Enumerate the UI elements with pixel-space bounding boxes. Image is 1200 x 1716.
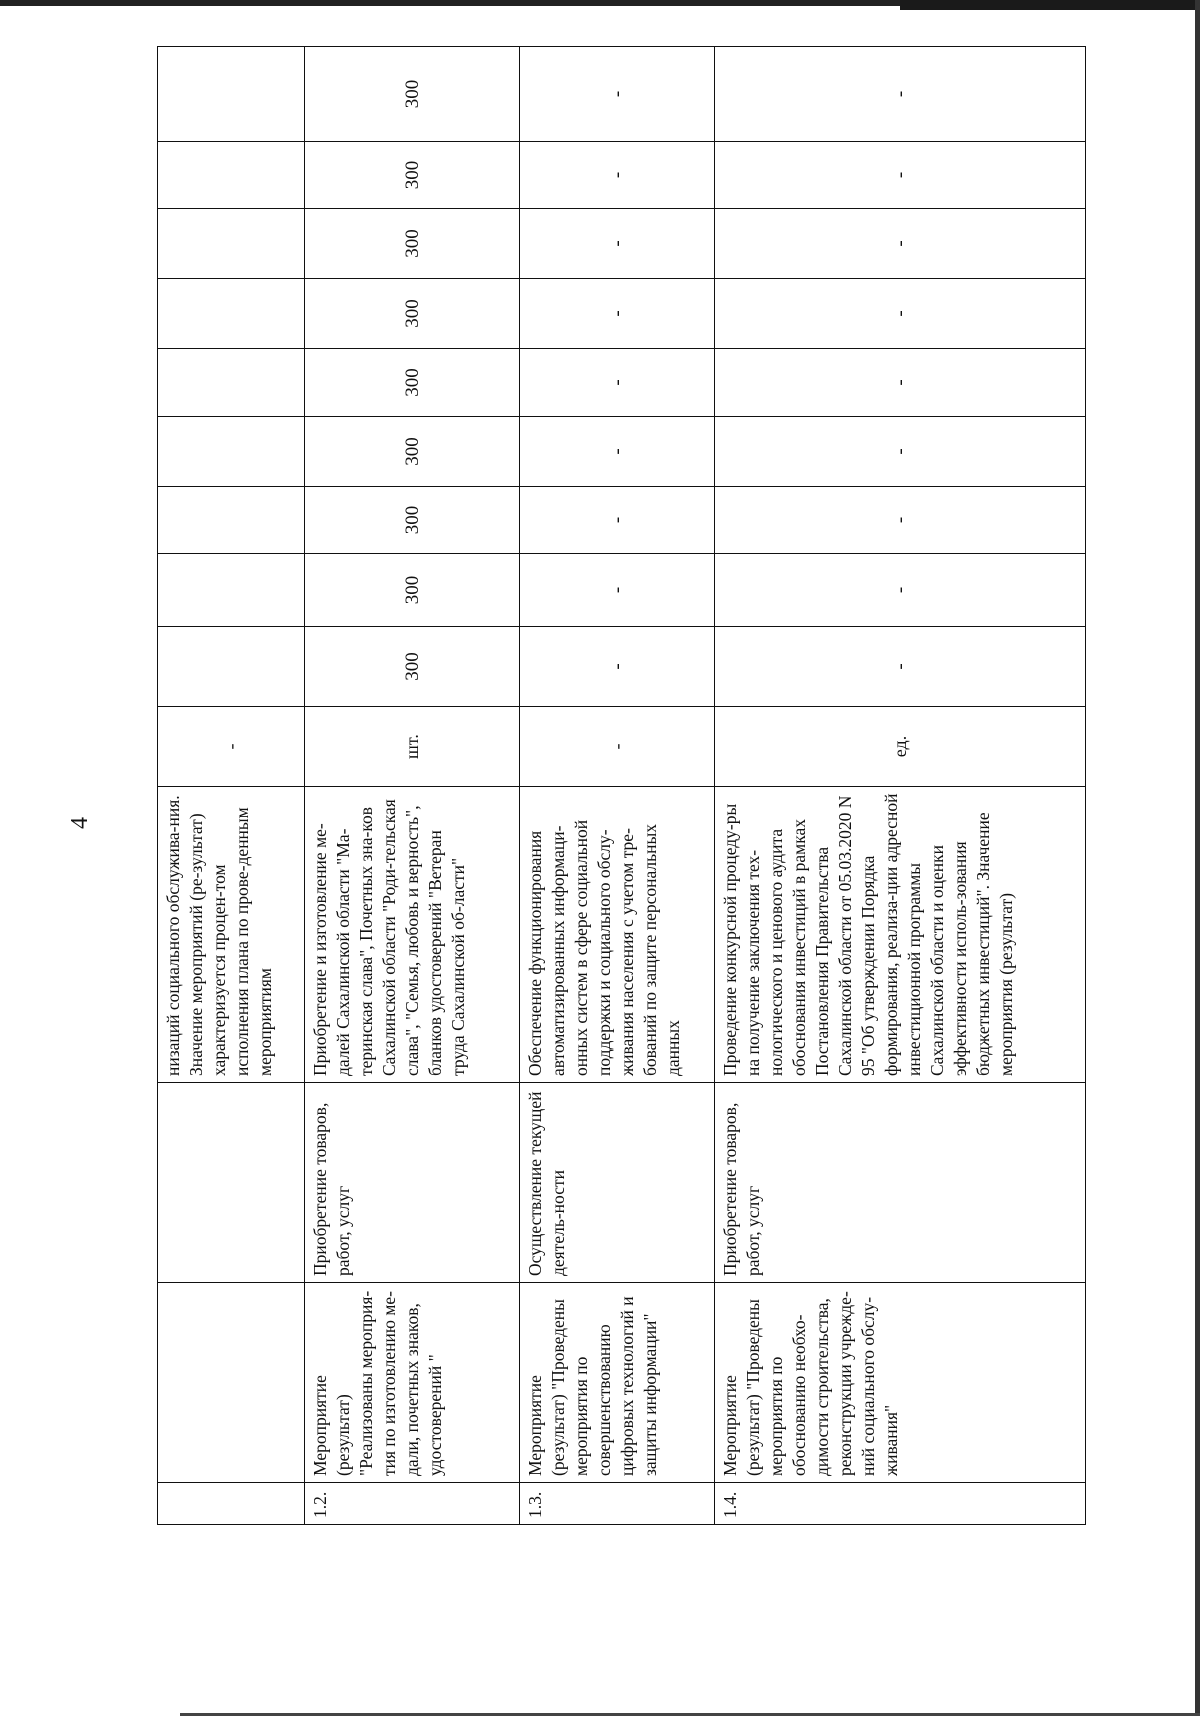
- value-cell: [158, 47, 305, 142]
- measure-type: [158, 1083, 305, 1283]
- value-cell: -: [715, 487, 1086, 554]
- row-number: 1.3.: [520, 1483, 715, 1525]
- value-cell: [158, 554, 305, 627]
- value-cell: 300: [305, 349, 520, 417]
- table-row: [158, 47, 305, 1525]
- value-cell: -: [715, 209, 1086, 279]
- value-cell: 300: [305, 417, 520, 487]
- value-cell: -: [715, 279, 1086, 349]
- page-number: 4: [67, 817, 93, 829]
- measure-description: Приобретение и изготовление ме-далей Сахалинской области "Ма-теринская слава", Почетных зна-ков Сахалинской области "Роди-тельская слава", "Семья, любовь и верность", бланков удостоверений "Ветеран труда Сахалинской об-ласти": [305, 787, 520, 1083]
- value-cell: 300: [305, 47, 520, 142]
- measure-name: [158, 1283, 305, 1483]
- value-cell: 300: [305, 627, 520, 707]
- measure-description: Проведение конкурсной процеду-ры на получение заключения тех-нологического и ценового аудита обоснования инвестиций в рамках Постановления Правительства Сахалинской области от 05.03.2020 N 95 "Об утверждении Порядка формирования, реализа-ции адресной инвестиционной программы Сахалинской области и оценки эффективности исполь-зования бюджетных инвестиций". Значение мероприятия (результат): [715, 787, 1086, 1083]
- value-cell: [158, 279, 305, 349]
- measure-description: Обеспечение функционирования автоматизированных информаци-онных систем в сфере социальной поддержки и социального обслу-живания населения с учетом тре-бований по защите персональных данных: [520, 787, 715, 1083]
- scan-edge-top-right: [900, 0, 1200, 10]
- table-row: [305, 47, 520, 1525]
- value-cell: -: [520, 554, 715, 627]
- table-row: [715, 47, 1086, 1525]
- measure-type: Приобретение товаров, работ, услуг: [715, 1083, 1086, 1283]
- value-cell: [158, 417, 305, 487]
- measure-name: Мероприятие (результат) "Реализованы мероприя-тия по изготовлению ме-дали, почетных знаков, удостоверений ": [305, 1283, 520, 1483]
- value-cell: -: [520, 279, 715, 349]
- unit-cell: шт.: [305, 707, 520, 787]
- measure-description: низаций социального обслужива-ния. Значение мероприятий (ре-зультат) характеризуется процен-том исполнения плана по прове-денным мероприятиям: [158, 787, 305, 1083]
- value-cell: -: [520, 417, 715, 487]
- value-cell: 300: [305, 209, 520, 279]
- value-cell: 300: [305, 279, 520, 349]
- measure-type: Приобретение товаров, работ, услуг: [305, 1083, 520, 1283]
- value-cell: -: [715, 554, 1086, 627]
- measure-name: Мероприятие (результат) "Проведены мероприятия по совершенствованию цифровых технологий и защиты информации": [520, 1283, 715, 1483]
- value-cell: [158, 627, 305, 707]
- value-cell: -: [520, 627, 715, 707]
- value-cell: -: [715, 417, 1086, 487]
- scan-edge-right: [1195, 0, 1200, 1716]
- measure-name: Мероприятие (результат) "Проведены мероприятия по обоснованию необхо-димости строительства, реконструкции учрежде-ний социального обслу-живания": [715, 1283, 1086, 1483]
- measures-table: [157, 47, 1085, 1525]
- value-cell: [158, 142, 305, 209]
- unit-cell: ед.: [715, 707, 1086, 787]
- row-number: [158, 1483, 305, 1525]
- unit-cell: -: [520, 707, 715, 787]
- value-cell: [158, 349, 305, 417]
- value-cell: 300: [305, 554, 520, 627]
- value-cell: -: [520, 349, 715, 417]
- value-cell: -: [520, 487, 715, 554]
- value-cell: -: [715, 142, 1086, 209]
- row-number: 1.4.: [715, 1483, 1086, 1525]
- table-row: [520, 47, 715, 1525]
- value-cell: [158, 209, 305, 279]
- measure-type: Осуществление текущей деятель-ности: [520, 1083, 715, 1283]
- value-cell: 300: [305, 487, 520, 554]
- value-cell: [158, 487, 305, 554]
- value-cell: -: [520, 142, 715, 209]
- unit-cell: -: [158, 707, 305, 787]
- value-cell: -: [520, 209, 715, 279]
- value-cell: 300: [305, 142, 520, 209]
- value-cell: -: [715, 47, 1086, 142]
- value-cell: -: [715, 349, 1086, 417]
- value-cell: -: [520, 47, 715, 142]
- value-cell: -: [715, 627, 1086, 707]
- row-number: 1.2.: [305, 1483, 520, 1525]
